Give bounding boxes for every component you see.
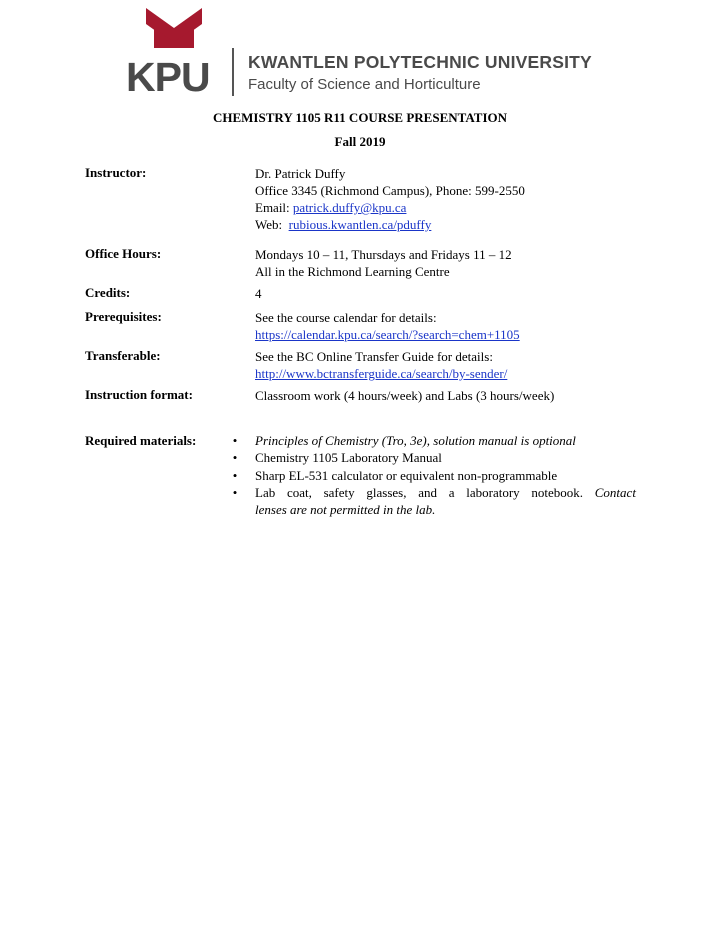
word: laboratory [466,484,520,500]
office-hours-info [255,246,512,280]
word: Lab [255,484,276,500]
word: safety [323,484,355,500]
instruction-format-label: Instruction format: [85,387,193,402]
instruction-format-value: Classroom work (4 hours/week) and Labs (3 hours/week) [255,388,555,403]
transferable-info [255,348,507,382]
email-prefix: Email: [255,200,293,215]
university-name: KWANTLEN POLYTECHNIC UNIVERSITY [248,52,592,72]
word: Contact [594,484,636,500]
instructor-web-line [255,216,525,233]
word: coat, [286,484,312,500]
material-lab-manual: Chemistry 1105 Laboratory Manual [255,450,442,466]
credits-label: Credits: [85,285,131,300]
kpu-logo-text: KPU [126,54,210,96]
prerequisites-text: See the course calendar for details: [255,310,437,325]
prerequisites-link[interactable]: https://calendar.kpu.ca/search/?search=chem+1105 [255,327,520,342]
transferable-link[interactable]: http://www.bctransferguide.ca/search/by-sender/ [255,366,508,381]
required-materials-list [230,432,636,518]
term: Fall 2019 [334,134,386,149]
instructor-web-link[interactable]: rubious.kwantlen.ca/pduffy [288,217,432,232]
bullet-icon: • [232,467,238,483]
prerequisites-info [255,309,520,343]
faculty-name: Faculty of Science and Horticulture [248,76,481,93]
material-calculator: Sharp EL-531 calculator or equivalent non-programmable [255,467,558,483]
transferable-text: See the BC Online Transfer Guide for details: [255,349,493,364]
instructor-email-link[interactable]: patrick.duffy@kpu.ca [292,200,407,215]
office-hours-line1: Mondays 10 – 11, Thursdays and Fridays 11 – 12 [255,247,512,262]
instructor-label: Instructor: [85,165,147,180]
office-hours-label: Office Hours: [85,246,162,261]
office-hours-line2: All in the Richmond Learning Centre [255,264,450,279]
required-materials-label: Required materials: [85,433,197,448]
material-textbook: Principles of Chemistry (Tro, 3e), solution manual is optional [255,433,576,448]
credits-value: 4 [255,286,262,301]
word: a [448,484,455,500]
kpu-logo-mark [126,6,226,96]
word: glasses, [366,484,407,500]
logo-divider [232,48,234,96]
word: notebook. [531,484,584,500]
list-item [230,432,636,449]
prerequisites-label: Prerequisites: [85,309,162,324]
instructor-office: Office 3345 (Richmond Campus), Phone: 599-2550 [255,183,525,198]
list-item [230,449,636,466]
instructor-name: Dr. Patrick Duffy [255,166,346,181]
word: and [418,484,437,500]
bullet-icon: • [232,484,238,500]
bullet-icon: • [232,450,238,466]
list-item [230,484,636,519]
web-prefix: Web: [255,217,283,232]
material-lab-gear-line2: lenses are not permitted in the lab. [255,502,436,518]
material-lab-gear-line1 [255,484,636,501]
instructor-info [255,165,525,233]
bullet-icon: • [232,433,238,448]
kpu-logo [126,6,596,96]
document-title: CHEMISTRY 1105 R11 COURSE PRESENTATION [212,110,508,125]
transferable-label: Transferable: [85,348,161,363]
instructor-email-line [255,199,525,216]
list-item [230,467,636,484]
